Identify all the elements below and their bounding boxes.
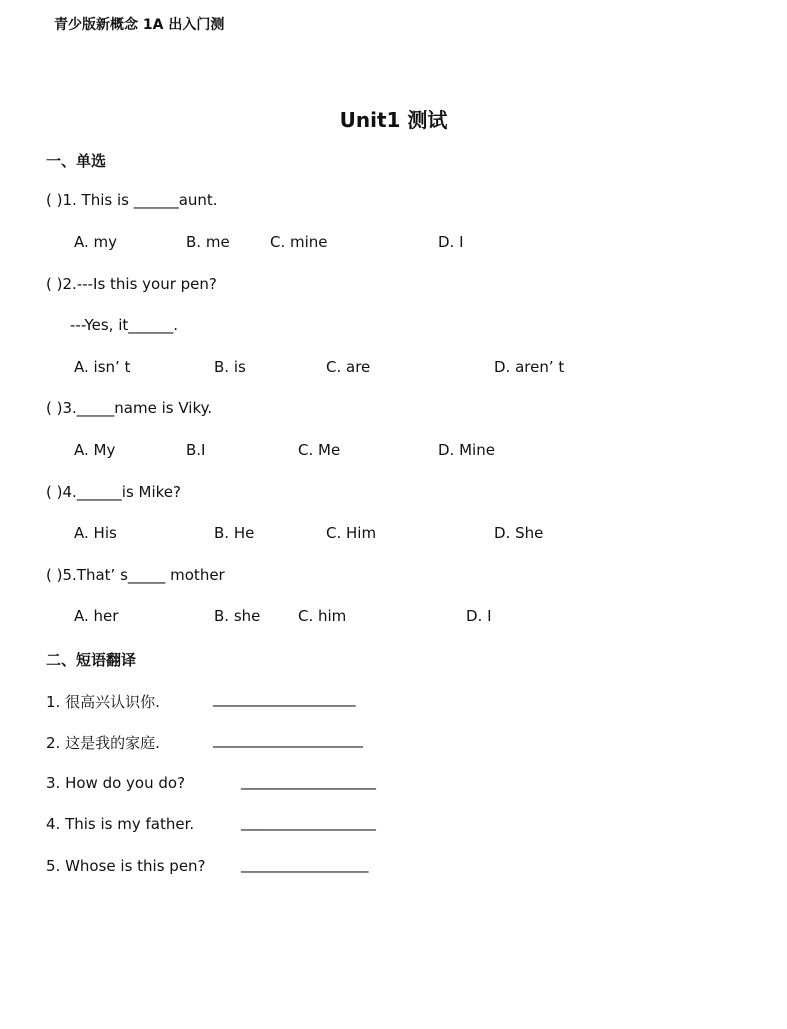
question-1-option-d: D. I bbox=[438, 233, 464, 251]
translation-item-1: 1. 很高兴认识你. bbox=[46, 693, 160, 711]
question-5-option-c: C. him bbox=[298, 607, 347, 625]
question-4-option-b: B. He bbox=[214, 524, 255, 542]
question-2-option-a: A. isn’ t bbox=[74, 358, 131, 376]
question-3-option-c: C. Me bbox=[298, 441, 341, 459]
question-2-option-b: B. is bbox=[214, 358, 246, 376]
translation-item-3: 3. How do you do? bbox=[46, 774, 186, 792]
section-heading-translation: 二、短语翻译 bbox=[46, 651, 137, 669]
question-5-option-b: B. she bbox=[214, 607, 261, 625]
translation-blank-2: ____________________ bbox=[213, 730, 363, 748]
question-5-stem: ( )5.That’ s_____ mother bbox=[46, 566, 225, 584]
question-1-stem: ( )1. This is ______aunt. bbox=[46, 191, 218, 209]
translation-item-2: 2. 这是我的家庭. bbox=[46, 734, 160, 752]
document-header: 青少版新概念 1A 出入门测 bbox=[54, 17, 225, 33]
translation-blank-4: __________________ bbox=[241, 813, 376, 831]
question-1-option-c: C. mine bbox=[270, 233, 328, 251]
question-2-stem: ( )2.---Is this your pen? bbox=[46, 275, 217, 293]
question-2-option-c: C. are bbox=[326, 358, 371, 376]
translation-item-4: 4. This is my father. bbox=[46, 815, 195, 833]
translation-blank-3: __________________ bbox=[241, 772, 376, 790]
question-3-option-a: A. My bbox=[74, 441, 116, 459]
question-4-option-a: A. His bbox=[74, 524, 117, 542]
translation-item-5: 5. Whose is this pen? bbox=[46, 857, 206, 875]
section-heading-single-choice: 一、单选 bbox=[46, 152, 107, 170]
question-2-follow: ---Yes, it______. bbox=[70, 316, 179, 334]
question-3-option-d: D. Mine bbox=[438, 441, 495, 459]
question-3-option-b: B.I bbox=[186, 441, 206, 459]
translation-blank-5: _________________ bbox=[241, 855, 369, 873]
question-1-option-a: A. my bbox=[74, 233, 118, 251]
question-5-option-a: A. her bbox=[74, 607, 119, 625]
question-3-stem: ( )3._____name is Viky. bbox=[46, 399, 213, 417]
question-2-option-d: D. aren’ t bbox=[494, 358, 565, 376]
question-4-option-c: C. Him bbox=[326, 524, 377, 542]
page-title: Unit1 测试 bbox=[339, 108, 448, 132]
question-5-option-d: D. I bbox=[466, 607, 492, 625]
translation-blank-1: ___________________ bbox=[213, 689, 356, 707]
question-4-option-d: D. She bbox=[494, 524, 544, 542]
question-1-option-b: B. me bbox=[186, 233, 230, 251]
question-4-stem: ( )4.______is Mike? bbox=[46, 483, 181, 501]
